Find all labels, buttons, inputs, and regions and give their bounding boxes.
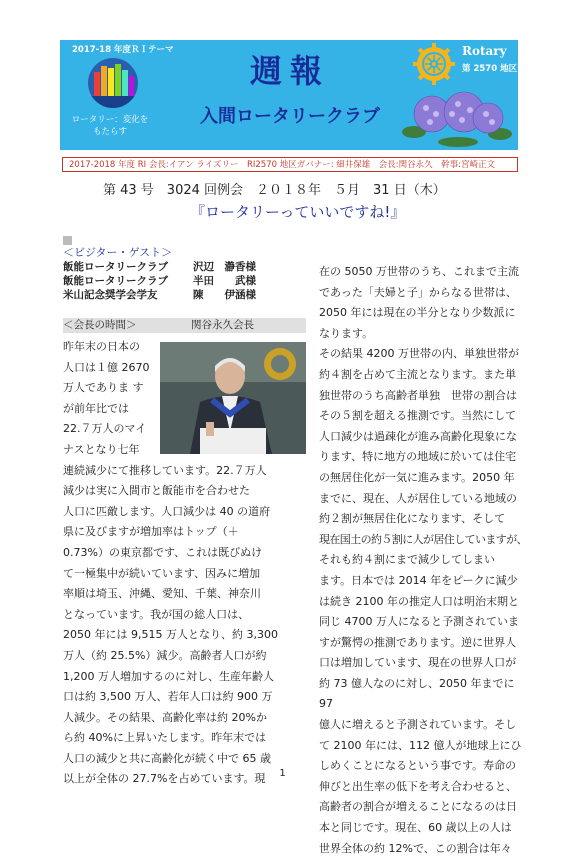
speech-line: 2050 年には 9,515 万人となり、約 3,300 [63, 628, 278, 642]
speech-line: 22.７万人のマイ [63, 422, 147, 436]
speech-line: 昨年末の日本の [63, 340, 140, 353]
speech-line: 約４割を占めて主流となります。また単 [319, 367, 517, 381]
visitor-heading: ＜ビジター・ゲスト＞ [63, 246, 173, 259]
speech-line: 人減少。その結果、高齢化率は約 20%か [63, 710, 267, 724]
president-heading: ＜会長の時間＞ [63, 319, 137, 331]
speech-line: 2050 年には現在の半分となり少数派に [319, 306, 516, 320]
speech-line: ナスとなり七年 [63, 442, 140, 456]
speech-line: 連続減少にて推移しています。22.７万人 [63, 463, 267, 477]
officers-line: 2017-2018 年度 RI 会長:イアン ライズリー RI2570 地区ガバナー: 細井保雄 会長:関谷永久 幹事:宮崎正文 [62, 157, 518, 172]
hydrangea-illustration [402, 84, 512, 148]
speech-line: 世界全体の約 12%で、この割合は年々 [319, 841, 512, 855]
speech-line: が前年比では [63, 401, 129, 415]
visitor-name: 陳 伊涵様 [193, 289, 256, 301]
speech-line: 本と同じです。現在、60 歳以上の人は [319, 821, 512, 835]
speech-line: 現在国土の約５割に人が居住していますが、 [319, 532, 527, 546]
speech-line: 高齢者の割合が増えることになるのは日 [319, 800, 517, 814]
speech-line: 口は約 3,500 万人、若年人口は約 900 万 [63, 690, 273, 704]
speech-line: 減少は実に入間市と飯能市を合わせた [63, 484, 250, 498]
visitor-name: 沢辺 瀞香様 [193, 261, 256, 273]
speech-line: 0.73%）の東京都です、これは既びぬけ [63, 545, 263, 559]
rotary-wheel-icon [412, 42, 456, 86]
speech-line: 率順は埼玉、沖縄、愛知、千葉、神奈川 [63, 587, 261, 601]
president-name: 関谷永久会長 [191, 319, 254, 331]
speech-line: 1,200 万人増加するのに対し、生産年齢人 [63, 669, 274, 683]
speech-line: 億人に増えると予測されています。そし [319, 718, 517, 732]
speech-line: となっています。我が国の総人口は、 [63, 607, 250, 621]
speech-line: なります。 [319, 326, 374, 340]
speech-line: 約２割が無居住化になります、そして [319, 512, 506, 526]
visitor-row [63, 288, 306, 302]
speech-line: 約 73 億人なのに対し、2050 年までに 97 [319, 676, 515, 711]
rotary-wordmark: Rotary [462, 44, 507, 58]
speech-line: 同じ 4700 万人になると予測されていま [319, 615, 519, 629]
visitor-org: 飯能ロータリークラブ [63, 261, 168, 273]
speech-line: て 2100 年には、112 億人が地球上にひ [319, 738, 522, 752]
visitor-row [63, 260, 306, 274]
president-photo [160, 342, 306, 454]
speech-line: ら約 40%に上昇いたします。昨年末では [63, 731, 267, 745]
speech-line: その５割を超える推測です。当然にして [319, 409, 517, 423]
speech-line: 在の 5050 万世帯のうち、これまで主流 [319, 265, 519, 278]
speech-line: しめくことになるという事です。寿命の [319, 759, 517, 773]
newsletter-title: 週報 [249, 52, 330, 90]
speech-line: て一極集中が続いています、因みに増加 [63, 566, 261, 580]
speech-line: 以上が全体の 27.7%を占めています。現 [63, 772, 266, 786]
visitor-org: 米山記念奨学会学友 [63, 289, 158, 301]
speech-line: は続き 2100 年の推定人口は明治末期と [319, 594, 519, 608]
speech-line: であった「夫婦と子」からなる世帯は、 [319, 285, 517, 299]
left-column [63, 246, 306, 790]
speech-line: 人口に匹敵します。人口減少は 40 の道府 [63, 504, 271, 518]
speech-line: 万人（約 25.5%）減少。高齢者人口が約 [63, 648, 267, 662]
visitor-name: 半田 武様 [193, 275, 256, 287]
visitor-org: 飯能ロータリークラブ [63, 275, 168, 287]
speech-line: 人口減少は過疎化が進み高齢化現象にな [319, 429, 517, 443]
ri-theme-logo [88, 58, 138, 108]
speech-line: すが驚愕の推測であります。逆に世界人 [319, 635, 517, 649]
speech-line: ります、特に地方の地域に於いては住宅 [319, 450, 517, 464]
section-marker [63, 236, 72, 245]
speech-line: 万人でありま す [63, 381, 144, 395]
slogan: 『ロータリーっていいですね!』 [190, 203, 406, 221]
club-name: 入間ロータリークラブ [200, 106, 380, 127]
speech-line: の無居住化が一気に進みます。2050 年 [319, 470, 515, 484]
speech-line: その結果 4200 万世帯の内、単独世帯が [319, 347, 519, 361]
theme-label: 2017-18 年度ＲＩテーマ [72, 45, 174, 55]
speech-line: 人口は１億 2670 [63, 360, 150, 374]
speech-line: 伸びと出生率の低下を考え合わせると、 [319, 779, 517, 793]
issue-line: 第 43 号 3024 回例会 ２０１８年 ５月 31 日（木） [103, 183, 446, 198]
speech-line: までに、現在、人が居住している地域の [319, 491, 517, 505]
theme-caption: ロータリー：変化をもたらす [71, 115, 149, 137]
district-label: 第 2570 地区 [462, 64, 518, 74]
speech-line: ます。日本では 2014 年をピークに減少 [319, 573, 518, 587]
masthead [60, 40, 518, 150]
speech-line: 独世帯のうち高齢者単独 世帯の割合は [319, 388, 517, 402]
visitor-row [63, 274, 306, 288]
speech-line: それも約４割にまで減少してしまい [319, 553, 495, 567]
page-number: 1 [279, 768, 286, 779]
speech-line: 県に及びますが増加率はトップ（＋ [63, 525, 239, 539]
president-section-heading [63, 318, 306, 333]
speech-line: 口は増加しています、現在の世界人口が [319, 656, 517, 670]
speech-line: 人口の減少と共に高齢化が続く中で 65 歳 [63, 751, 271, 765]
